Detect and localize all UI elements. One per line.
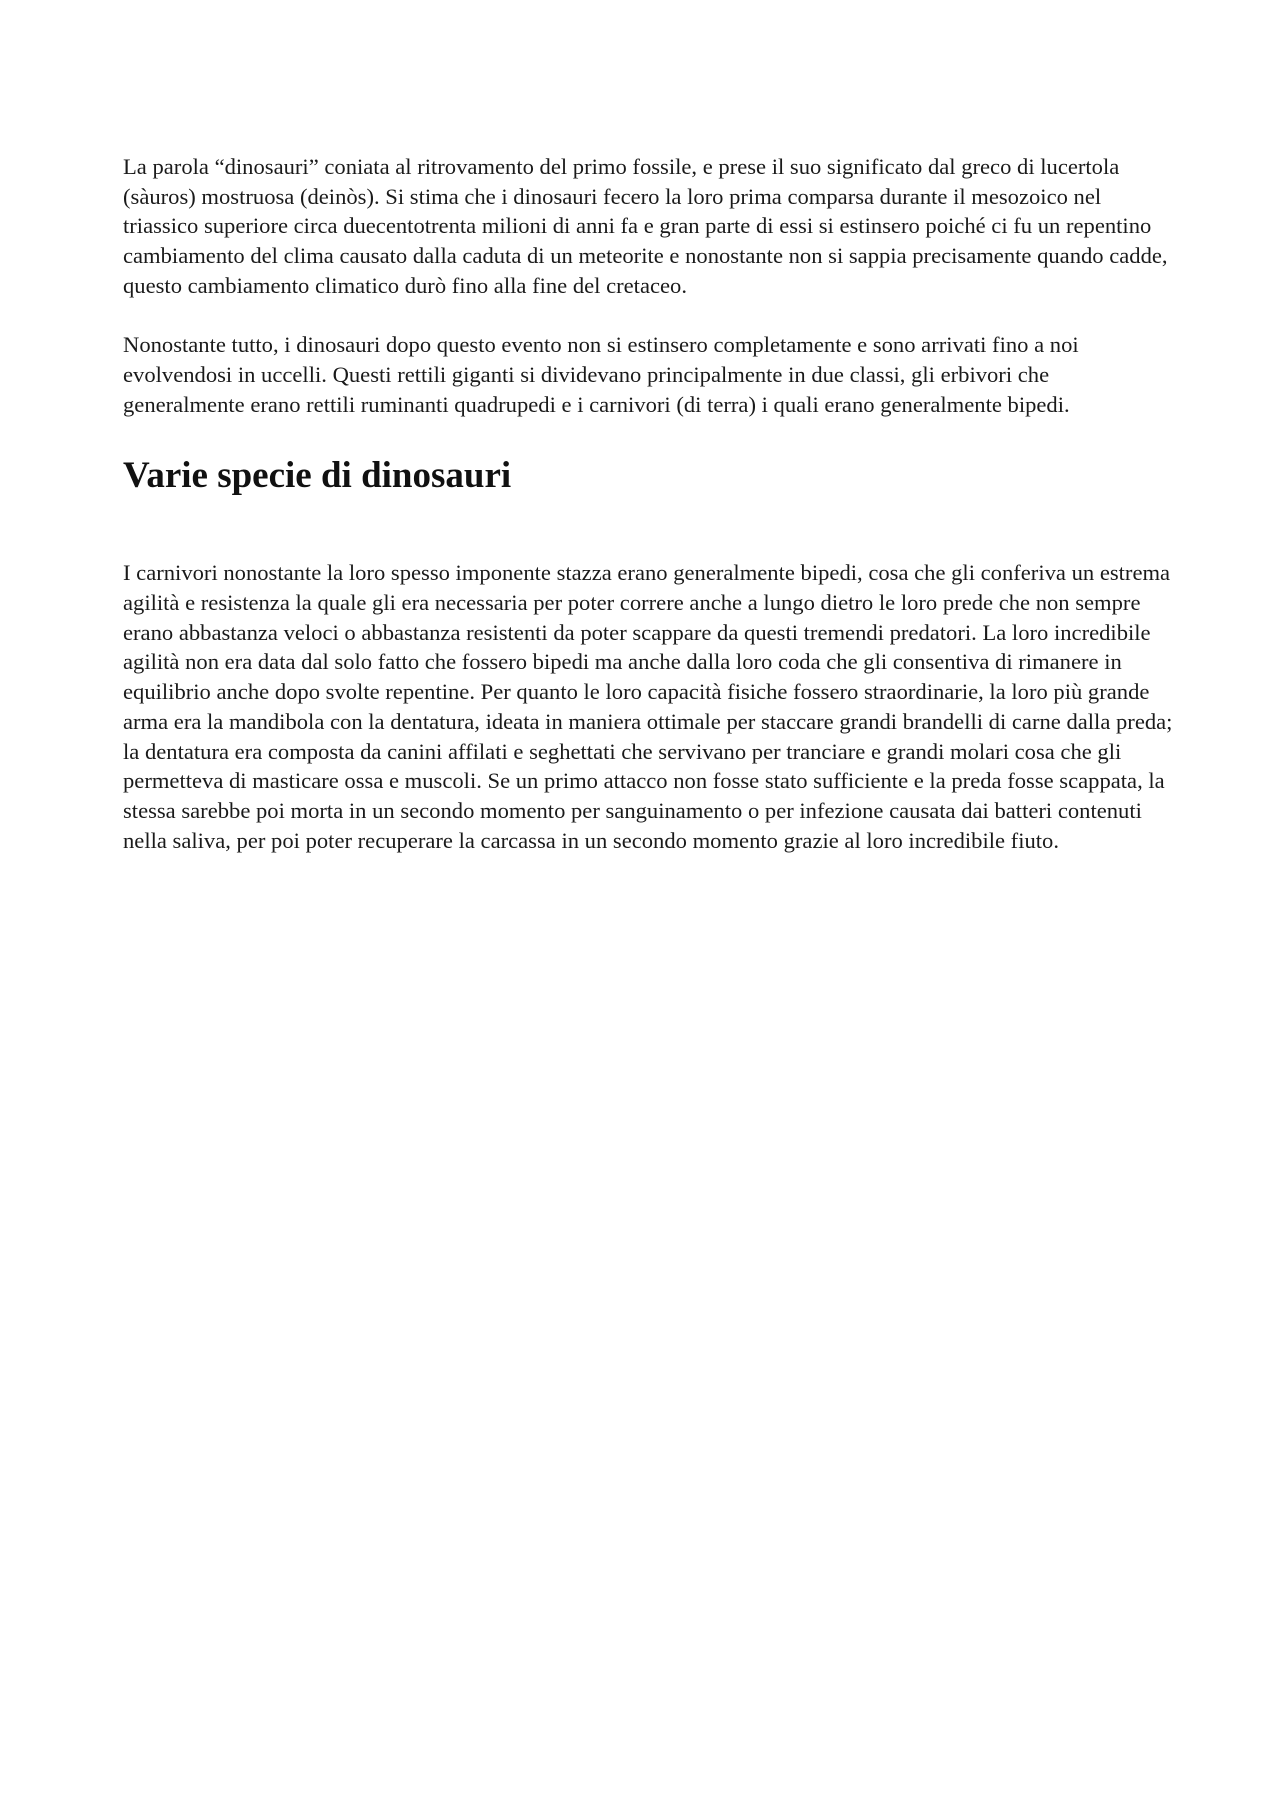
section-heading: Varie specie di dinosauri — [123, 455, 512, 497]
section-paragraph: I carnivori nonostante la loro spesso imponente stazza erano generalmente bipedi, cosa che gli conferiva un estrema agilità e resistenza la quale gli era necessaria per poter correre anche a lungo dietro le loro prede che non sempre erano abbastanza veloci o abbastanza resistenti da poter scappare da questi tremendi predatori. La loro incredibile agilità non era data dal solo fatto che fossero bipedi ma anche dalla loro coda che gli consentiva di rimanere in equilibrio anche dopo svolte repentine. Per quanto le loro capacità fisiche fossero straordinarie, la loro più grande arma era la mandibola con la dentatura, ideata in maniera ottimale per staccare grandi brandelli di carne dalla preda; la dentatura era composta da canini affilati e seghettati che servivano per tranciare e grandi molari cosa che gli permetteva di masticare ossa e muscoli. Se un primo attacco non fosse stato sufficiente e la preda fosse scappata, la stessa sarebbe poi morta in un secondo momento per sanguinamento o per infezione causata dai batteri contenuti nella saliva, per poi poter recuperare la carcassa in un secondo momento grazie al loro incredibile fiuto. — [123, 560, 1173, 853]
intro-paragraph-2: Nonostante tutto, i dinosauri dopo questo evento non si estinsero completamente e sono arrivati fino a noi evolvendosi in uccelli. Questi rettili giganti si dividevano principalmente in due classi, gli erbivori che generalmente erano rettili ruminanti quadrupedi e i carnivori (di terra) i quali erano generalmente bipedi. — [123, 332, 1079, 417]
document-body — [123, 152, 1173, 855]
intro-paragraph-1: La parola “dinosauri” coniata al ritrovamento del primo fossile, e prese il suo significato dal greco di lucertola (sàuros) mostruosa (deinòs). Si stima che i dinosauri fecero la loro prima comparsa durante il mesozoico nel triassico superiore circa duecentotrenta milioni di anni fa e gran parte di essi si estinsero poiché ci fu un repentino cambiamento del clima causato dalla caduta di un meteorite e nonostante non si sappia precisamente quando cadde, questo cambiamento climatico durò fino alla fine del cretaceo. — [123, 154, 1168, 298]
